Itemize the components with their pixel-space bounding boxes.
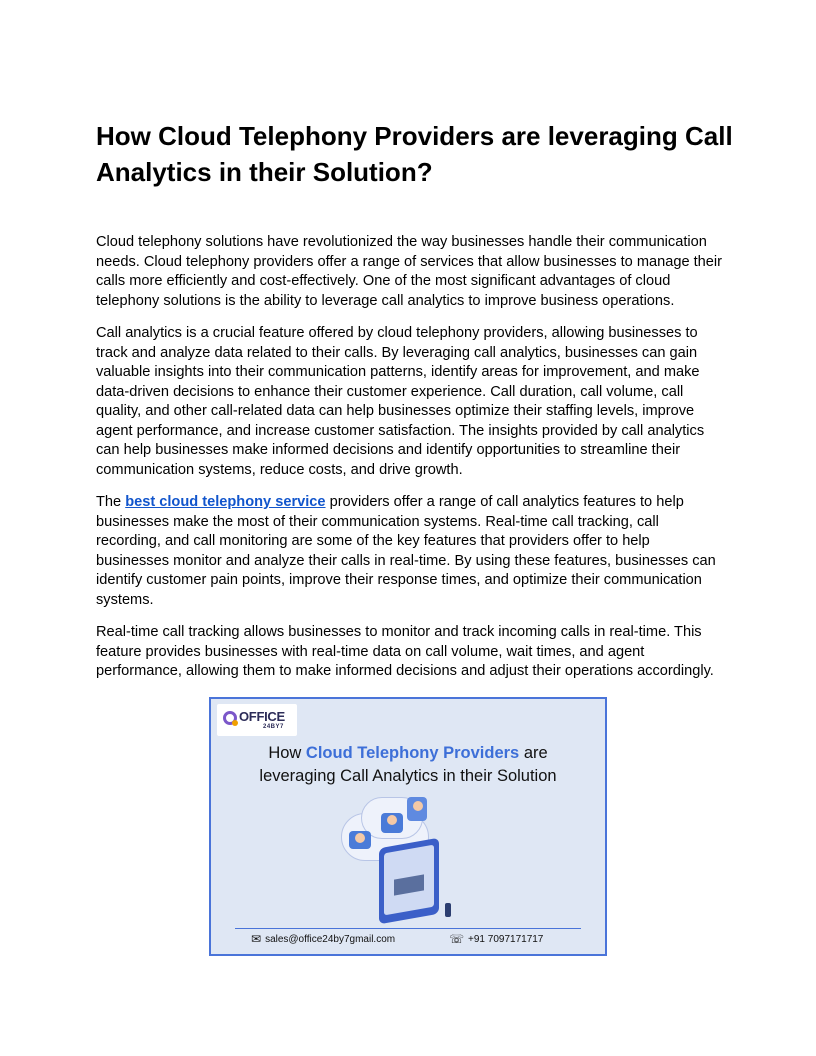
logo-subtext: 24BY7 [263, 724, 284, 730]
envelope-icon: ✉ [251, 932, 262, 946]
agent-avatar-left [355, 833, 365, 843]
agent-avatar-right [413, 801, 423, 811]
page-title: How Cloud Telephony Providers are leveraging Call Analytics in their Solution? [96, 121, 733, 187]
banner-title-prefix: How [268, 744, 306, 762]
standing-person [445, 903, 451, 917]
article-banner-image [209, 697, 607, 956]
tablet-screen [384, 845, 434, 916]
paragraph-features-rest: providers offer a range of call analytics features to help businesses make the most of their communication systems. Real-time call tracking, call recording, and call monitoring are some of the key features that providers offer to help businesses monitor and analyze their calls in real-time. By using these features, businesses can identify customer pain points, improve their response times, and optimize their communication systems. [96, 494, 716, 608]
banner-title-highlight: Cloud Telephony Providers [305, 744, 520, 762]
logo-q-icon [223, 711, 237, 725]
banner-email [251, 932, 395, 947]
paragraph-intro: Cloud telephony solutions have revolutionized the way businesses handle their communication needs. Cloud telephony providers offer a range of services that allow businesses to manage their calls more efficiently and cost-effectively. One of the most significant advantages of cloud telephony solutions is the ability to leverage call analytics to improve business operations. [96, 234, 723, 309]
logo-text: OFFICE [239, 709, 285, 724]
phone-icon: ☏ [449, 932, 465, 946]
office24by7-logo [217, 704, 297, 736]
best-cloud-telephony-link[interactable]: best cloud telephony service [125, 494, 326, 510]
banner-title-line1 [211, 742, 605, 765]
banner-title-line2: leveraging Call Analytics in their Solution [259, 767, 557, 785]
banner-title-suffix: are [519, 744, 548, 762]
banner-email-text: sales@office24by7gmail.com [265, 934, 396, 945]
office-desk [394, 874, 424, 895]
paragraph-features-lead: The [96, 494, 126, 510]
banner-divider [235, 928, 581, 929]
cloud-call-center-illustration [341, 791, 475, 923]
paragraph-features [96, 493, 722, 610]
agent-avatar-middle [387, 815, 397, 825]
tablet-device [379, 838, 439, 925]
article-body [96, 233, 722, 695]
paragraph-realtime-tracking: Real-time call tracking allows businesses to monitor and track incoming calls in real-time. This feature provides businesses with real-time data on call volume, wait times, and agent performance, allowing them to make informed decisions and adjust their operations accordingly. [96, 624, 714, 679]
banner-phone-text: +91 7097171717 [468, 934, 544, 945]
paragraph-call-analytics: Call analytics is a crucial feature offered by cloud telephony providers, allowing businesses to track and analyze data related to their calls. By leveraging call analytics, businesses can gain valuable insights into their communication patterns, identify areas for improvement, and make data-driven decisions to enhance their customer experience. Call duration, call volume, call quality, and other call-related data can help businesses optimize their staffing levels, improve agent performance, and increase customer satisfaction. The insights provided by call analytics can help businesses make informed decisions and identify opportunities to streamline their communication systems, reduce costs, and drive growth. [96, 325, 705, 478]
banner-title [211, 742, 605, 788]
banner-phone [449, 932, 543, 947]
